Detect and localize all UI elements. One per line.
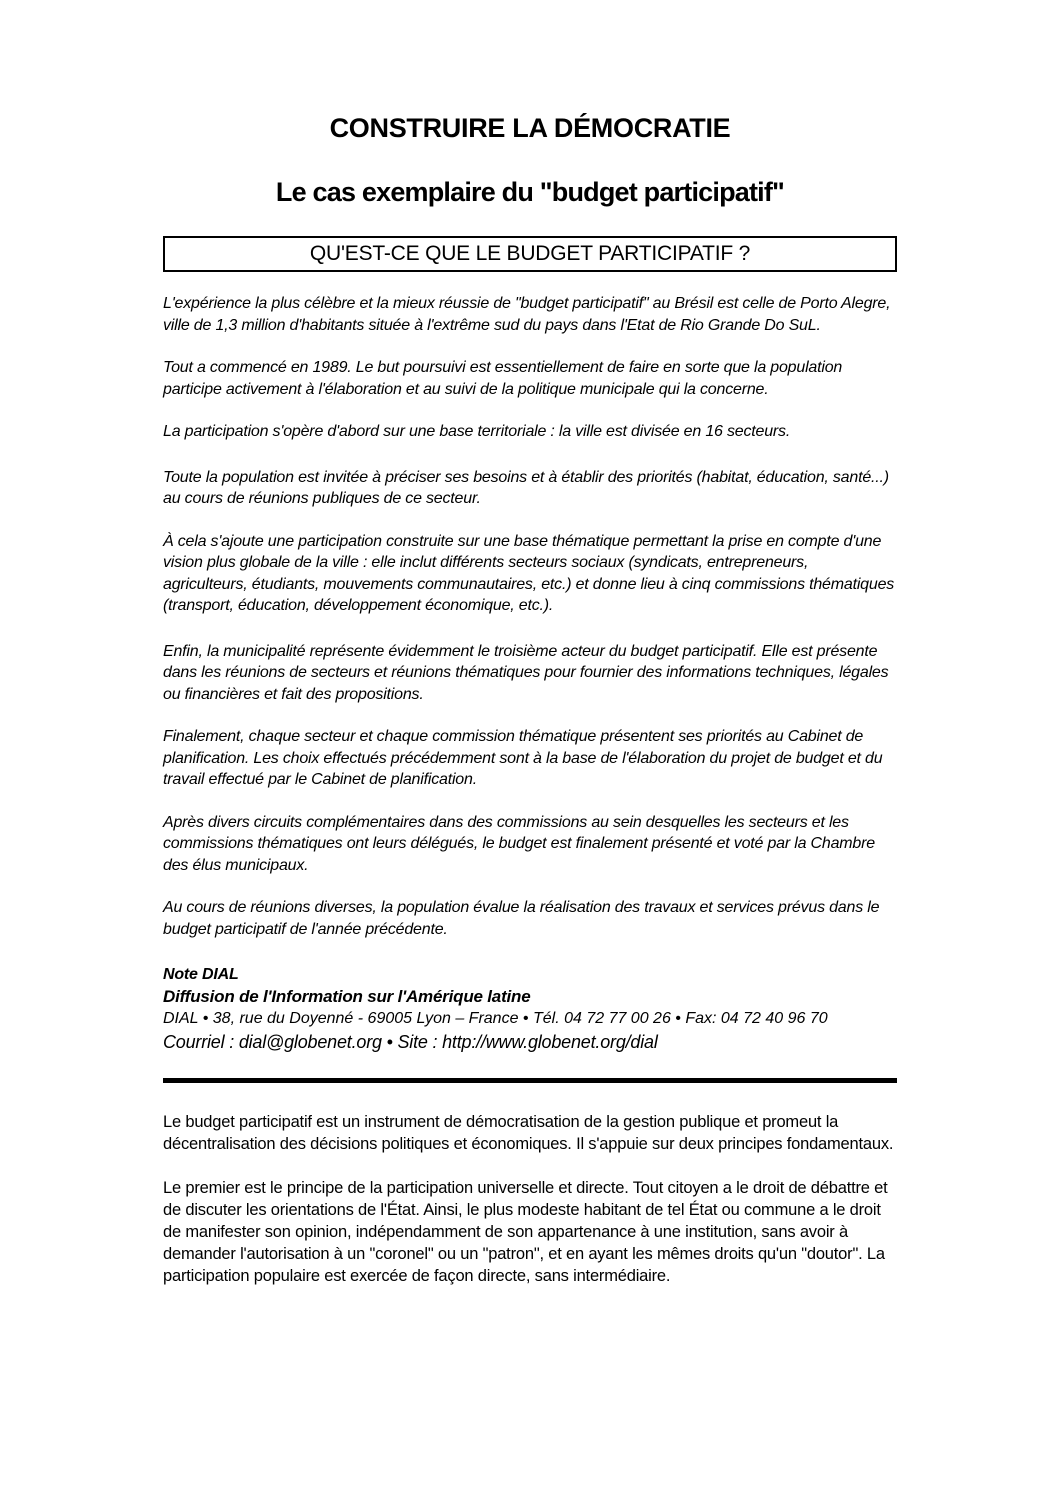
footer-paragraph-1: Le budget participatif est un instrument de démocratisation de la gestion publique et promeut la décentralisation des décisions politiques et économiques. Il s'appuie sur deux principes fondamentaux. — [163, 1113, 894, 1153]
body-paragraph-6: Enfin, la municipalité représente évidemment le troisième acteur du budget participatif. Elle est présente dans les réunions de secteurs et réunions thématiques pour fournier des informations techniques, légales ou financières et fait des propositions. — [163, 642, 889, 703]
body-paragraph-9: Au cours de réunions diverses, la population évalue la réalisation des travaux et services prévus dans le budget participatif de l'année précédente. — [163, 899, 880, 938]
footer-paragraph-2: Le premier est le principe de la participation universelle et directe. Tout citoyen a le droit de débattre et de discuter les orientations de l'État. Ainsi, le plus modeste habitant de tel État ou commune a le droit de manifester son opinion, indépendamment de son appartenance à une institution, sans avoir à demander l'autorisation à un "coronel" ou un "patron", et en ayant les mêmes droits qu'un "doutor". La participation populaire est exercée de façon directe, sans intermédiaire. — [163, 1179, 888, 1285]
note-contact: Courriel : dial@globenet.org • Site : http://www.globenet.org/dial — [163, 1032, 658, 1052]
note-organization: Diffusion de l'Information sur l'Amérique latine — [163, 986, 531, 1006]
note-address: DIAL • 38, rue du Doyenné - 69005 Lyon – France • Tél. 04 72 77 00 26 • Fax: 04 72 40 96 70 — [163, 1009, 828, 1027]
body-paragraph-5: À cela s'ajoute une participation construite sur une base thématique permettant la prise en compte d'une vision plus globale de la ville : elle inclut différents secteurs sociaux (syndicats, entrepreneurs, agriculteurs, étudiants, mouvements communautaires, etc.) et donne lieu à cinq commissions thématiques (transport, éducation, développement économique, etc.). — [163, 532, 895, 614]
note-title: Note DIAL — [163, 966, 239, 983]
horizontal-rule — [163, 1078, 897, 1083]
page-title: CONSTRUIRE LA DÉMOCRATIE — [329, 113, 731, 143]
document-content — [163, 0, 897, 1287]
body-paragraph-2: Tout a commencé en 1989. Le but poursuivi est essentiellement de faire en sorte que la population participe activement à l'élaboration et au suivi de la politique municipale qui la concerne. — [163, 359, 843, 398]
boxed-section-heading: QU'EST-CE QUE LE BUDGET PARTICIPATIF ? — [163, 236, 897, 272]
body-paragraph-8: Après divers circuits complémentaires dans des commissions au sein desquelles les secteurs et les commissions thématiques ont leurs délégués, le budget est finalement présenté et voté par la Chambre des élus municipaux. — [163, 813, 875, 874]
body-paragraph-7: Finalement, chaque secteur et chaque commission thématique présentent ses priorités au Cabinet de planification. Les choix effectués précédemment sont à la base de l'élaboration du projet de budget et du travail effectué par le Cabinet de planification. — [163, 728, 883, 788]
body-paragraph-4: Toute la population est invitée à préciser ses besoins et à établir des priorités (habitat, éducation, santé...) au cours de réunions publiques de ce secteur. — [163, 468, 889, 507]
body-paragraph-3: La participation s'opère d'abord sur une base territoriale : la ville est divisée en 16 secteurs. — [163, 423, 791, 440]
body-paragraph-1: L'expérience la plus célèbre et la mieux réussie de "budget participatif" au Brésil est celle de Porto Alegre, ville de 1,3 million d'habitants située à l'extrême sud du pays dans l'Etat de Rio Grande Do SuL. — [163, 295, 891, 334]
note-dial-block — [163, 964, 897, 1054]
page-subtitle: Le cas exemplaire du "budget participatif" — [275, 177, 785, 207]
